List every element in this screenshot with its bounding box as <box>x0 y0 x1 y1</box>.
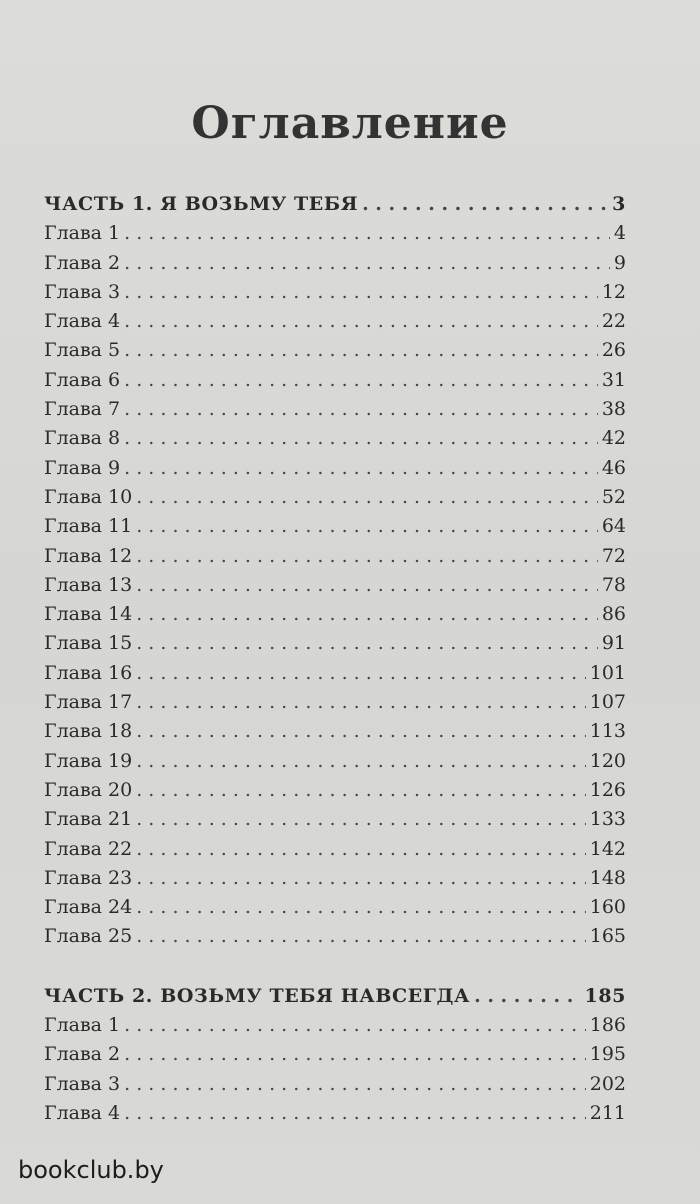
dot-leader <box>136 659 586 688</box>
chapter-page: 52 <box>601 485 626 508</box>
dot-leader <box>136 483 598 512</box>
chapter-page: 91 <box>601 632 626 655</box>
chapter-label: Глава 8 <box>44 427 121 450</box>
page-title: Оглавление <box>191 98 509 149</box>
toc-row <box>44 893 626 922</box>
part-2-chapters <box>44 1011 626 1128</box>
chapter-label: Глава 4 <box>44 310 121 333</box>
dot-leader <box>136 600 598 629</box>
chapter-page: 31 <box>601 368 626 391</box>
chapter-label: Глава 1 <box>44 1014 121 1037</box>
chapter-label: Глава 13 <box>44 573 133 596</box>
dot-leader <box>124 424 598 453</box>
dot-leader <box>136 747 586 776</box>
toc-row <box>44 424 626 453</box>
part-page: 185 <box>584 984 626 1007</box>
toc-row <box>44 805 626 834</box>
toc-row <box>44 1011 626 1040</box>
dot-leader <box>136 893 586 922</box>
part-1-chapters <box>44 219 626 951</box>
chapter-label: Глава 9 <box>44 456 121 479</box>
chapter-page: 107 <box>589 691 626 714</box>
toc-row <box>44 366 626 395</box>
toc-row <box>44 278 626 307</box>
chapter-label: Глава 19 <box>44 749 133 772</box>
chapter-label: Глава 20 <box>44 778 133 801</box>
dot-leader <box>136 776 586 805</box>
dot-leader <box>136 629 598 658</box>
chapter-label: Глава 17 <box>44 691 133 714</box>
chapter-page: 148 <box>589 866 626 889</box>
chapter-label: Глава 25 <box>44 925 133 948</box>
chapter-page: 126 <box>589 778 626 801</box>
dot-leader <box>136 542 598 571</box>
chapter-page: 142 <box>589 837 626 860</box>
toc-row <box>44 922 626 951</box>
toc-row <box>44 688 626 717</box>
table-of-contents <box>44 190 626 1128</box>
chapter-label: Глава 3 <box>44 280 121 303</box>
chapter-label: Глава 3 <box>44 1072 121 1095</box>
dot-leader <box>136 717 586 746</box>
toc-row <box>44 454 626 483</box>
chapter-page: 38 <box>601 398 626 421</box>
chapter-page: 133 <box>589 808 626 831</box>
dot-leader <box>124 219 610 248</box>
toc-row <box>44 571 626 600</box>
dot-leader <box>136 922 586 951</box>
dot-leader <box>136 805 586 834</box>
chapter-label: Глава 1 <box>44 222 121 245</box>
chapter-page: 165 <box>589 925 626 948</box>
dot-leader <box>136 835 586 864</box>
dot-leader <box>124 278 598 307</box>
chapter-label: Глава 10 <box>44 485 133 508</box>
chapter-page: 186 <box>589 1014 626 1037</box>
toc-row <box>44 1099 626 1128</box>
chapter-label: Глава 6 <box>44 368 121 391</box>
toc-row <box>44 835 626 864</box>
toc-row <box>44 249 626 278</box>
chapter-label: Глава 11 <box>44 515 133 538</box>
chapter-page: 86 <box>601 603 626 626</box>
toc-row <box>44 659 626 688</box>
toc-row <box>44 747 626 776</box>
dot-leader <box>124 454 598 483</box>
toc-row <box>44 542 626 571</box>
dot-leader <box>136 688 586 717</box>
dot-leader <box>136 864 586 893</box>
chapter-label: Глава 14 <box>44 603 133 626</box>
toc-row <box>44 483 626 512</box>
toc-row <box>44 512 626 541</box>
dot-leader <box>124 336 598 365</box>
toc-row <box>44 600 626 629</box>
dot-leader <box>136 571 598 600</box>
chapter-label: Глава 21 <box>44 808 133 831</box>
chapter-page: 22 <box>601 310 626 333</box>
toc-part-2 <box>44 982 626 1011</box>
chapter-page: 64 <box>601 515 626 538</box>
dot-leader <box>124 1040 586 1069</box>
chapter-page: 72 <box>601 544 626 567</box>
chapter-page: 26 <box>601 339 626 362</box>
dot-leader <box>124 307 598 336</box>
dot-leader <box>362 190 608 219</box>
chapter-page: 202 <box>589 1072 626 1095</box>
chapter-page: 113 <box>589 720 626 743</box>
chapter-page: 211 <box>589 1101 626 1124</box>
toc-row <box>44 307 626 336</box>
chapter-label: Глава 23 <box>44 866 133 889</box>
chapter-label: Глава 24 <box>44 896 133 919</box>
section-gap <box>44 952 626 982</box>
chapter-page: 160 <box>589 896 626 919</box>
toc-row <box>44 336 626 365</box>
toc-part-1 <box>44 190 626 219</box>
part-label: ЧАСТЬ 1. Я ВОЗЬМУ ТЕБЯ <box>44 193 359 215</box>
chapter-label: Глава 5 <box>44 339 121 362</box>
toc-row <box>44 1070 626 1099</box>
dot-leader <box>124 249 610 278</box>
chapter-page: 46 <box>601 456 626 479</box>
toc-row <box>44 717 626 746</box>
site-watermark: bookclub.by <box>18 1156 164 1184</box>
chapter-page: 120 <box>589 749 626 772</box>
chapter-label: Глава 12 <box>44 544 133 567</box>
toc-row <box>44 864 626 893</box>
chapter-label: Глава 2 <box>44 251 121 274</box>
chapter-label: Глава 2 <box>44 1043 121 1066</box>
dot-leader <box>136 512 598 541</box>
chapter-page: 9 <box>613 251 626 274</box>
part-page: 3 <box>612 193 626 215</box>
dot-leader <box>474 982 580 1011</box>
toc-row <box>44 629 626 658</box>
chapter-label: Глава 22 <box>44 837 133 860</box>
chapter-label: Глава 7 <box>44 398 121 421</box>
chapter-label: Глава 15 <box>44 632 133 655</box>
toc-row <box>44 776 626 805</box>
chapter-page: 78 <box>601 573 626 596</box>
dot-leader <box>124 395 598 424</box>
toc-row <box>44 219 626 248</box>
dot-leader <box>124 1011 586 1040</box>
chapter-label: Глава 16 <box>44 661 133 684</box>
dot-leader <box>124 1070 586 1099</box>
chapter-label: Глава 18 <box>44 720 133 743</box>
chapter-label: Глава 4 <box>44 1101 121 1124</box>
chapter-page: 195 <box>589 1043 626 1066</box>
part-label: ЧАСТЬ 2. ВОЗЬМУ ТЕБЯ НАВСЕГДА <box>44 984 471 1007</box>
toc-row <box>44 395 626 424</box>
chapter-page: 4 <box>613 222 626 245</box>
chapter-page: 101 <box>589 661 626 684</box>
toc-row <box>44 1040 626 1069</box>
chapter-page: 42 <box>601 427 626 450</box>
chapter-page: 12 <box>601 280 626 303</box>
dot-leader <box>124 366 598 395</box>
dot-leader <box>124 1099 586 1128</box>
